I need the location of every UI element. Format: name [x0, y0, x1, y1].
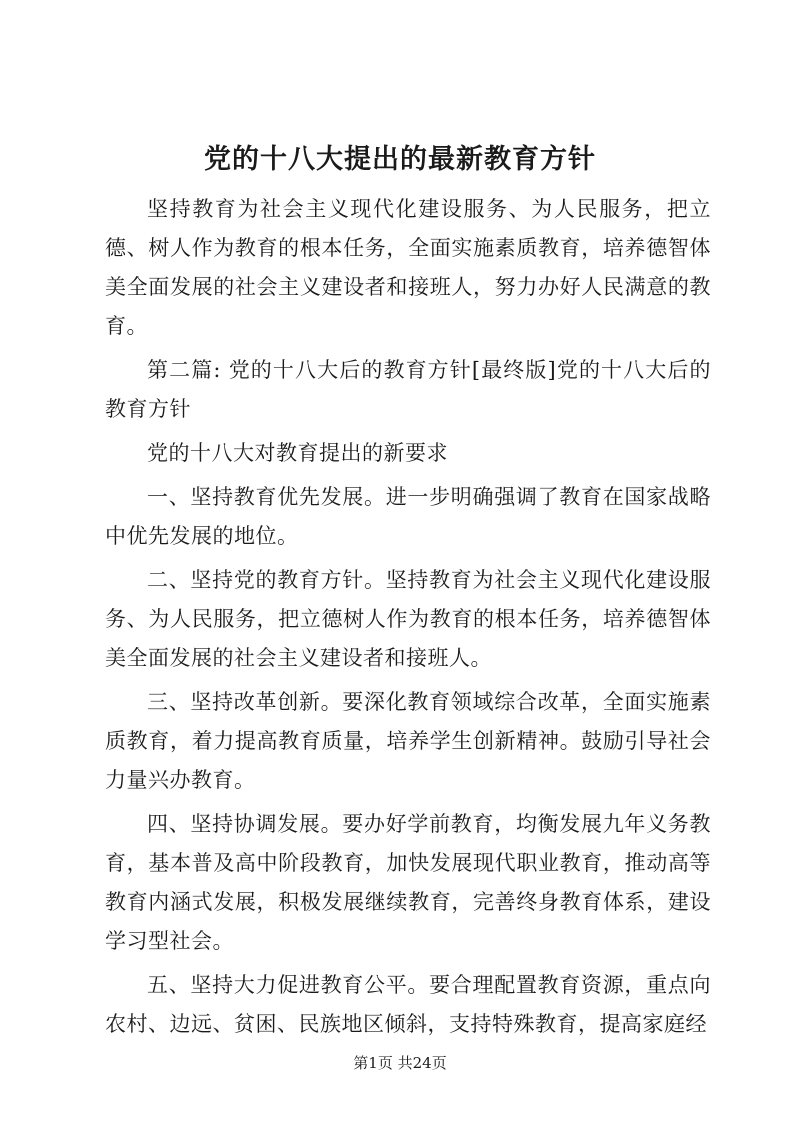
paragraph: 三、坚持改革创新。要深化教育领域综合改革，全面实施素质教育，着力提高教育质量，培养学生创新精神。鼓励引导社会力量兴办教育。: [105, 690, 711, 792]
paragraph: 四、坚持协调发展。要办好学前教育，均衡发展九年义务教育，基本普及高中阶段教育，加快发展现代职业教育，推动高等教育内涵式发展，积极发展继续教育，完善终身教育体系，建设学习型社会。: [105, 812, 711, 953]
paragraph: 坚持教育为社会主义现代化建设服务、为人民服务，把立德、树人作为教育的根本任务，全面实施素质教育，培养德智体美全面发展的社会主义建设者和接班人，努力办好人民满意的教育。: [105, 197, 711, 338]
document-title: 党的十八大提出的最新教育方针: [204, 144, 596, 175]
paragraph: 党的十八大对教育提出的新要求: [147, 441, 448, 465]
paragraph: 第二篇: 党的十八大后的教育方针[最终版]党的十八大后的教育方针: [105, 358, 711, 421]
paragraph: 五、坚持大力促进教育公平。要合理配置教育资源，重点向农村、边远、贫困、民族地区倾斜，支持特殊教育，提高家庭经: [105, 973, 711, 1036]
page-footer: 第1页 共24页: [353, 1054, 447, 1072]
paragraph: 二、坚持党的教育方针。坚持教育为社会主义现代化建设服务、为人民服务，把立德树人作为教育的根本任务，培养德智体美全面发展的社会主义建设者和接班人。: [105, 568, 711, 670]
paragraph: 一、坚持教育优先发展。进一步明确强调了教育在国家战略中优先发展的地位。: [105, 485, 711, 548]
document-body: [105, 190, 711, 1044]
